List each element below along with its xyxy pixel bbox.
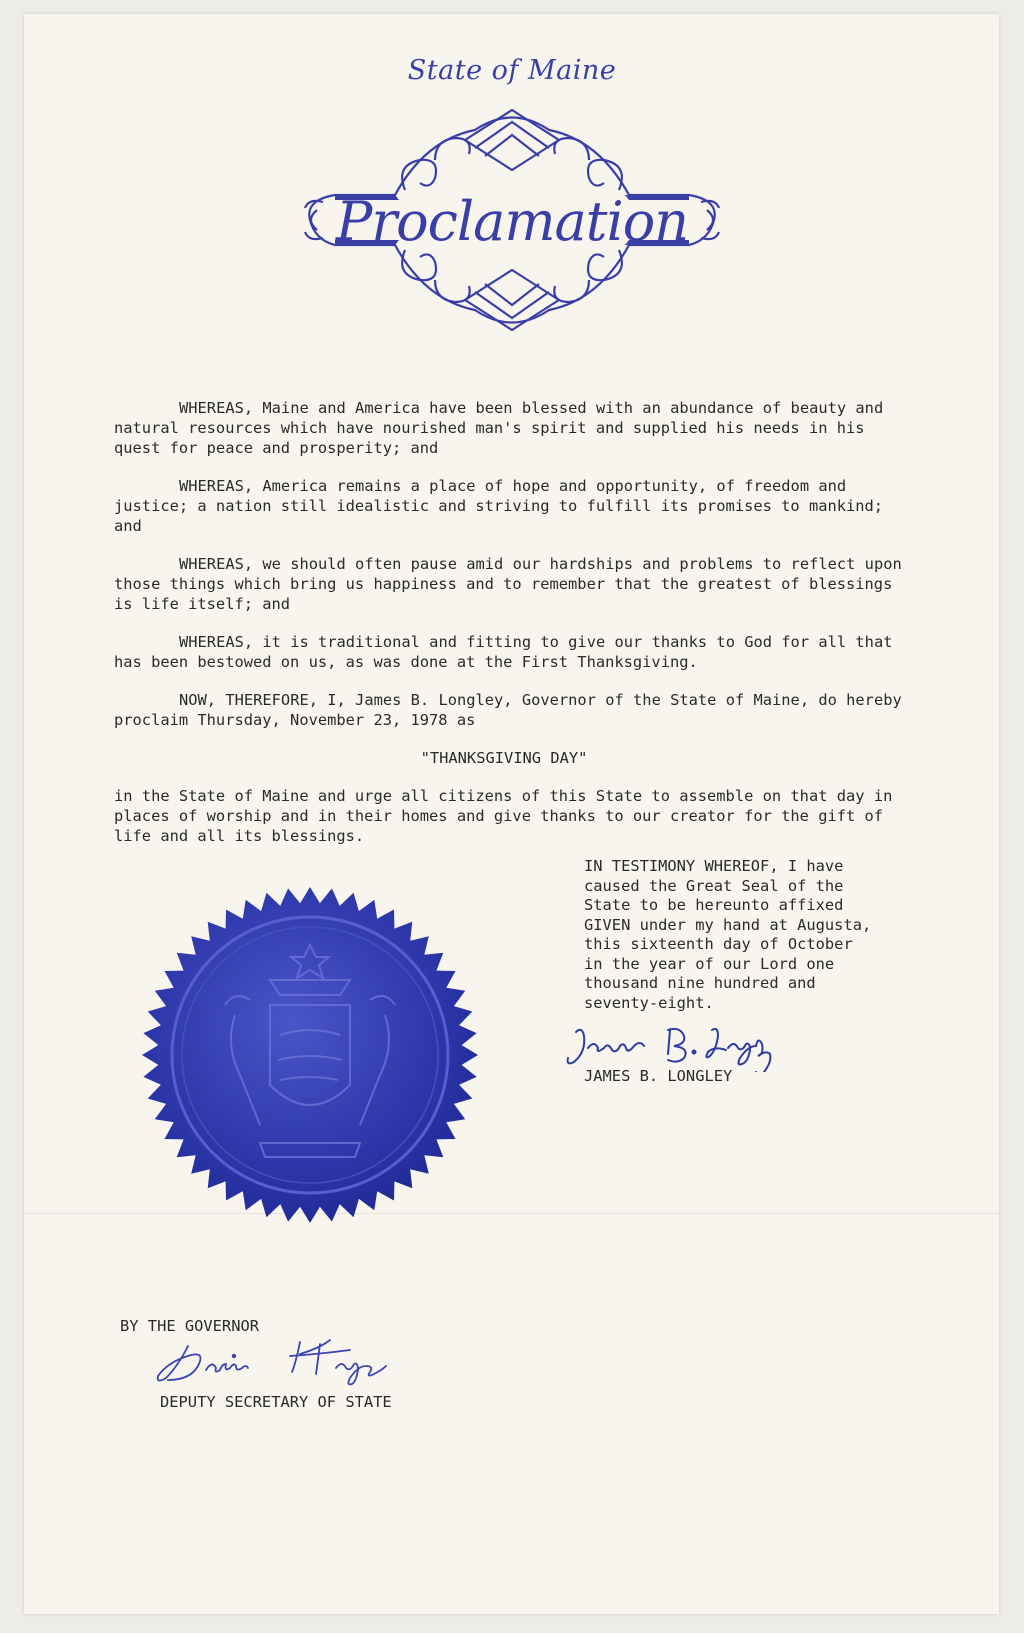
governor-signature — [564, 1022, 824, 1072]
whereas-paragraph-1: WHEREAS, Maine and America have been blessed with an abundance of beauty and natural resources which have nourished man's spirit and supplied his needs in his quest for peace and prosperity; and — [114, 399, 884, 457]
testimony-line: caused the Great Seal of the — [584, 876, 844, 895]
testimony-line: GIVEN under my hand at Augusta, — [584, 915, 872, 934]
whereas-paragraph-2: WHEREAS, America remains a place of hope and opportunity, of freedom and justice; a nation still idealistic and striving to fulfill its promises to mankind; and — [114, 477, 884, 535]
whereas-paragraph-3: WHEREAS, we should often pause amid our hardships and problems to reflect upon those things which bring us happiness and to remember that the greatest of blessings is life itself; and — [114, 555, 902, 613]
by-the-governor: BY THE GOVERNOR — [120, 1317, 259, 1335]
holiday-name: "THANKSGIVING DAY" — [420, 749, 588, 767]
proclamation-body — [114, 398, 914, 864]
deputy-secretary-title: DEPUTY SECRETARY OF STATE — [160, 1393, 392, 1411]
testimony-line: in the year of our Lord one — [584, 954, 835, 973]
therefore-paragraph: NOW, THEREFORE, I, James B. Longley, Governor of the State of Maine, do hereby proclaim Thursday, November 23, 1978 as — [114, 691, 902, 729]
governor-name: JAMES B. LONGLEY — [584, 1067, 733, 1085]
whereas-paragraph-4: WHEREAS, it is traditional and fitting to give our thanks to God for all that has been bestowed on us, as was done at the First Thanksgiving. — [114, 633, 893, 671]
great-seal-icon — [140, 885, 480, 1225]
testimony-line: thousand nine hundred and — [584, 974, 816, 992]
closing-paragraph: in the State of Maine and urge all citizens of this State to assemble on that day in places of worship and in their homes and give thanks to our creator for the gift of life and all its blessings. — [114, 787, 893, 845]
testimony-line: State to be hereunto affixed — [584, 896, 844, 914]
testimony-line: seventy-eight. — [584, 993, 714, 1012]
proclamation-title: Proclamation — [335, 190, 689, 253]
deputy-signature — [150, 1330, 420, 1390]
testimony-block — [584, 857, 914, 1013]
state-heading: State of Maine — [407, 55, 617, 86]
testimony-line: this sixteenth day of October — [584, 935, 853, 953]
testimony-line: IN TESTIMONY WHEREOF, I have — [584, 857, 844, 875]
